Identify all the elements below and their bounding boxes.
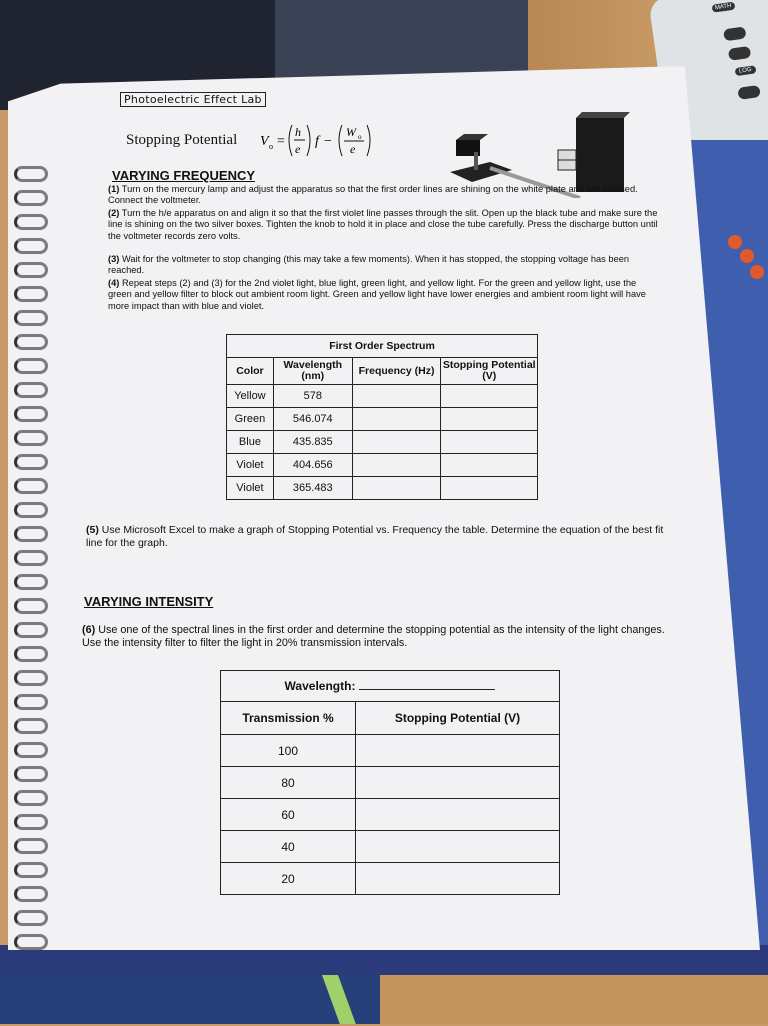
table-row: [227, 431, 538, 454]
table-row: [221, 799, 560, 831]
frequency-cell[interactable]: [352, 454, 441, 477]
stopping-potential-cell[interactable]: [356, 799, 560, 831]
step-text: Turn the h/e apparatus on and align it so that the first violet line passes through the slit. Open up the black tube and make sure the line is shining on the two silver boxes. Tighten the knob to hold it in place and close the tube carefully. Press the discharge button until the voltmeter records zero volts.: [108, 208, 658, 241]
table-row: [221, 863, 560, 895]
stopping-potential-cell[interactable]: [441, 408, 538, 431]
wavelength-cell: 435.835: [273, 431, 352, 454]
color-cell: Green: [227, 408, 274, 431]
stopping-potential-cell[interactable]: [356, 831, 560, 863]
cloth: [0, 975, 380, 1024]
svg-text:o: o: [358, 133, 362, 141]
step-text: Use one of the spectral lines in the first order and determine the stopping potential as the intensity of the light changes. Use the intensity filter to filter the light in 20% transmission intervals.: [82, 624, 665, 649]
step-1: [108, 184, 660, 207]
step-2: [108, 208, 660, 242]
svg-text:=: =: [277, 134, 285, 149]
frequency-cell[interactable]: [352, 385, 441, 408]
first-order-spectrum-table: [226, 334, 538, 500]
transmission-cell: 20: [221, 863, 356, 895]
calculator-key: [728, 46, 751, 61]
color-cell: Violet: [227, 477, 274, 500]
step-number: (1): [108, 184, 120, 194]
stopping-potential-cell[interactable]: [356, 863, 560, 895]
svg-text:W: W: [346, 125, 356, 139]
svg-text:f: f: [315, 134, 319, 149]
column-header: Frequency (Hz): [352, 358, 441, 385]
wavelength-label: Wavelength:: [284, 679, 356, 693]
column-header: Transmission %: [221, 702, 356, 735]
calculator-key-log: LOG: [735, 65, 757, 76]
table-row: [227, 454, 538, 477]
wavelength-cell: 365.483: [273, 477, 352, 500]
step-4: [108, 278, 660, 312]
step-number: (4): [108, 278, 120, 288]
step-text: Turn on the mercury lamp and adjust the apparatus so that the first order lines are shining on the white plate and are focused. Connect the voltmeter.: [108, 184, 638, 206]
red-connector: [722, 225, 768, 305]
page-title: Photoelectric Effect Lab: [120, 92, 266, 107]
table-row: [221, 767, 560, 799]
step-number: (2): [108, 208, 120, 218]
step-number: (6): [82, 624, 96, 636]
table-row: [221, 735, 560, 767]
transmission-cell: 60: [221, 799, 356, 831]
svg-text:e: e: [350, 142, 356, 156]
intensity-table: [220, 670, 560, 895]
stopping-potential-cell[interactable]: [441, 454, 538, 477]
frequency-cell[interactable]: [352, 431, 441, 454]
table-row: [227, 477, 538, 500]
stopping-potential-cell[interactable]: [441, 431, 538, 454]
section-heading-frequency: VARYING FREQUENCY: [112, 168, 256, 183]
formula-label: Stopping Potential: [126, 132, 238, 148]
transmission-cell: 100: [221, 735, 356, 767]
step-text: Repeat steps (2) and (3) for the 2nd violet light, blue light, green light, and yellow light. For the green and yellow light, use the green and yellow filter to block out ambient room light. Green and yellow light have lower energies and ambient room light will have more impact than with blue and violet.: [108, 278, 646, 311]
color-cell: Yellow: [227, 385, 274, 408]
svg-text:h: h: [295, 125, 301, 139]
frequency-cell[interactable]: [352, 477, 441, 500]
stopping-potential-cell[interactable]: [356, 767, 560, 799]
wavelength-cell: 578: [273, 385, 352, 408]
step-number: (5): [86, 524, 99, 536]
column-header: Color: [227, 358, 274, 385]
calculator-key: [737, 85, 760, 100]
wavelength-blank[interactable]: [359, 680, 495, 690]
transmission-cell: 80: [221, 767, 356, 799]
table-row: [221, 831, 560, 863]
stopping-potential-cell[interactable]: [441, 385, 538, 408]
step-number: (3): [108, 254, 120, 264]
svg-text:V: V: [260, 134, 269, 149]
wavelength-caption: [221, 671, 560, 702]
calculator-key: [723, 26, 746, 41]
calculator-key-math: MATH: [712, 2, 735, 13]
column-header: Stopping Potential (V): [356, 702, 560, 735]
table-caption: First Order Spectrum: [227, 335, 538, 358]
section-heading-intensity: VARYING INTENSITY: [84, 594, 214, 609]
frequency-cell[interactable]: [352, 408, 441, 431]
desk-edge: [380, 970, 768, 1024]
svg-text:o: o: [269, 142, 273, 151]
column-header: Stopping Potential (V): [441, 358, 538, 385]
svg-text:e: e: [295, 142, 301, 156]
table-row: [227, 408, 538, 431]
step-3: [108, 254, 660, 277]
color-cell: Violet: [227, 454, 274, 477]
wavelength-cell: 404.656: [273, 454, 352, 477]
color-cell: Blue: [227, 431, 274, 454]
wavelength-cell: 546.074: [273, 408, 352, 431]
transmission-cell: 40: [221, 831, 356, 863]
spiral-binding: [8, 166, 48, 1026]
stopping-potential-formula: [260, 120, 410, 160]
step-text: Use Microsoft Excel to make a graph of Stopping Potential vs. Frequency the table. Determine the equation of the best fit line for the graph.: [86, 524, 664, 549]
table-row: [227, 385, 538, 408]
step-6: [82, 624, 682, 650]
column-header: Wavelength (nm): [273, 358, 352, 385]
stopping-potential-cell[interactable]: [441, 477, 538, 500]
step-text: Wait for the voltmeter to stop changing (this may take a few moments). When it has stopped, the stopping voltage has been reached.: [108, 254, 630, 276]
svg-text:−: −: [324, 134, 332, 149]
step-5: [86, 524, 676, 550]
stopping-potential-cell[interactable]: [356, 735, 560, 767]
